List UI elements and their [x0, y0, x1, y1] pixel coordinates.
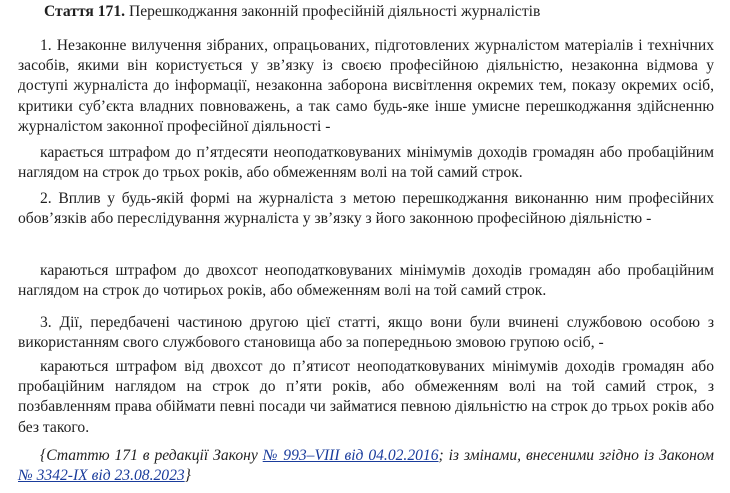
amendment-note: [18, 446, 714, 486]
note-middle: ; із змінами, внесеними згідно із Законом: [438, 447, 715, 464]
law-link-993[interactable]: № 993–VIII від 04.02.2016: [262, 447, 439, 464]
paragraph-2: 2. Вплив у будь-якій формі на журналіста з метою перешкоджання виконанню ним професійних обов’язків або переслідування журналіста у зв’язку з його законною професійною діяльністю -: [18, 190, 714, 228]
paragraph-1-sanction: карається штрафом до п’ятдесяти неоподатковуваних мінімумів доходів громадян або пробаційним наглядом на строк до трьох років, або обмеженням волі на той самий строк.: [18, 144, 714, 182]
article-heading: [44, 2, 714, 22]
article-title: Перешкоджання законній професійній діяльності журналістів: [128, 3, 541, 20]
paragraph-2-sanction: караються штрафом до двохсот неоподатковуваних мінімумів доходів громадян або пробаційним наглядом на строк до чотирьох років, або обмеженням волі на той самий строк.: [18, 262, 714, 300]
law-link-3342[interactable]: № 3342-IX від 23.08.2023: [18, 467, 185, 485]
paragraph-3-sanction: караються штрафом від двохсот до п’ятисот неоподатковуваних мінімумів доходів громадян або пробаційним наглядом на строк до п’яти років, або обмеженням волі на той самий строк, з позбавленням права обіймати певні посади чи займатися певною діяльністю на строк до трьох років або без такого.: [18, 358, 714, 436]
note-suffix: }: [184, 467, 191, 485]
paragraph-3: 3. Дії, передбачені частиною другою цієї статті, якщо вони були вчинені службовою особою з використанням свого службового становища або за попередньою змовою групою осіб, -: [18, 314, 714, 352]
paragraph-1: 1. Незаконне вилучення зібраних, опрацьованих, підготовлених журналістом матеріалів і технічних засобів, якими він користується у зв’язку із своєю професійною діяльністю, незаконна відмова у доступі журналіста до інформації, незаконна заборона висвітлення окремих тем, показу окремих осіб, критики суб’єкта владних повноважень, а так само будь-яке інше умисне перешкоджання здійсненню журналістом законної професійної діяльності -: [18, 37, 714, 135]
article-number: Стаття 171.: [44, 3, 126, 20]
note-prefix: {Статтю 171 в редакції Закону: [40, 447, 263, 464]
